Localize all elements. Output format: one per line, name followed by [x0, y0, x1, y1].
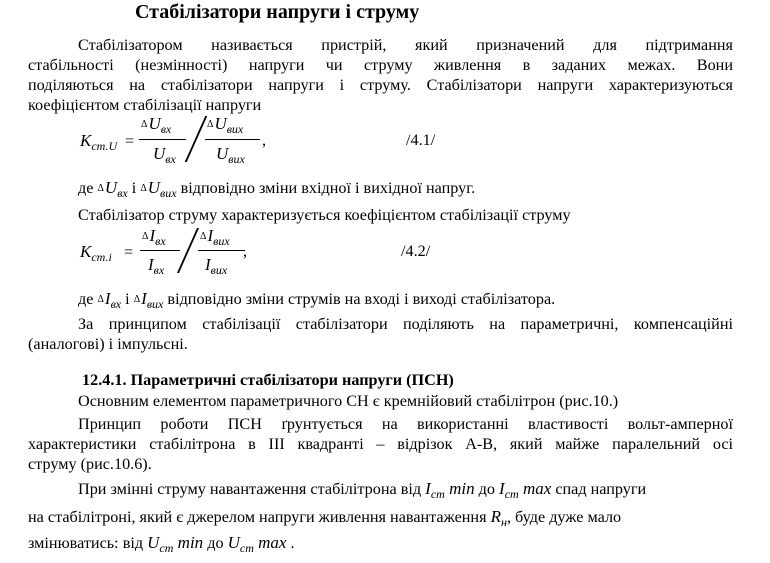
- where1-line: де $\Delta U_{вх}$ і $\Delta U_{вих}$ відповідно зміни вхідної і вихідної напруг.: [78, 178, 476, 200]
- formula1-lhs: $K_{ст.U}$: [80, 131, 118, 153]
- where2-line: де $\Delta I_{вх}$ і $\Delta I_{вих}$ відповідно зміни струмів на вході і виході стабілізатора.: [78, 289, 556, 311]
- formula2-equals: =: [124, 243, 134, 261]
- formula2-fraction-line-2: [198, 250, 245, 251]
- intro-line-2: стабільності (незмінності) напруги чи струму живлення в заданих межах. Вони: [28, 56, 733, 74]
- formula2-lhs: $K_{ст.i}$: [80, 242, 112, 264]
- formula2-num2: $\Delta I_{вих}$: [200, 226, 230, 248]
- section-heading: 12.4.1. Параметричні стабілізатори напруги (ПСН): [82, 371, 454, 389]
- formula1-equals: =: [125, 132, 135, 150]
- formula2-division-slash: [177, 228, 199, 273]
- principle-line-2: (аналогові) і імпульсні.: [28, 335, 188, 353]
- formula1-fraction-line-2: [205, 139, 260, 140]
- current-stab-line: Стабілізатор струму характеризується коефіцієнтом стабілізації струму: [78, 206, 571, 224]
- formula2-num1: $\Delta I_{вх}$: [142, 226, 166, 248]
- formula1-comma: ,: [262, 131, 267, 149]
- intro-line-1: Стабілізатором називається пристрій, який призначений для підтримання: [78, 36, 733, 54]
- formula2-fraction-line-1: [140, 250, 180, 251]
- main-element-line: Основним елементом параметричного СН є кремнійовий стабілітрон (рис.10.): [78, 392, 619, 410]
- operation-line-3: струму (рис.10.6).: [28, 455, 152, 473]
- formula2-den2: $I_{вих}$: [205, 255, 228, 277]
- formula2-comma: ,: [243, 242, 248, 260]
- principle-line-1: За принципом стабілізації стабілізатори поділяють на параметричні, компенсаційні: [78, 315, 733, 333]
- change-line-1: При змінні струму навантаження стабілітрона від $I_{ст}$ min до $I_{ст}$ max спад напруги: [78, 479, 647, 501]
- formula1-num2: $\Delta U_{вих}$: [207, 114, 244, 136]
- intro-line-4: коефіцієнтом стабілізації напруги: [28, 96, 262, 114]
- formula1-fraction-line-1: [139, 139, 186, 140]
- formula1-den1: $U_{вх}$: [153, 144, 176, 166]
- formula1-den2: $U_{вих}$: [216, 144, 245, 166]
- intro-line-3: поділяються на стабілізатори напруги і струму. Стабілізатори напруги характеризуються: [28, 76, 733, 94]
- operation-line-1: Принцип роботи ПСН ґрунтується на використанні властивості вольт-амперної: [78, 415, 733, 433]
- formula2-den1: $I_{вх}$: [148, 255, 165, 277]
- formula1-number: /4.1/: [406, 131, 436, 149]
- formula2-number: /4.2/: [401, 242, 431, 260]
- formula1-division-slash: [185, 116, 207, 162]
- formula1-num1: $\Delta U_{вх}$: [141, 114, 172, 136]
- change-line-2: на стабілітроні, який є джерелом напруги живлення навантаження $R_н$, буде дуже мало: [28, 507, 622, 529]
- change-line-3: змінюватись: від $U_{ст}$ min до $U_{ст}$ max .: [28, 533, 295, 555]
- page-title: Стабілізатори напруги і струму: [135, 1, 420, 23]
- operation-line-2: характеристики стабілітрона в ІІІ квадранті – відрізок А-В, який майже паралельний осі: [28, 435, 733, 453]
